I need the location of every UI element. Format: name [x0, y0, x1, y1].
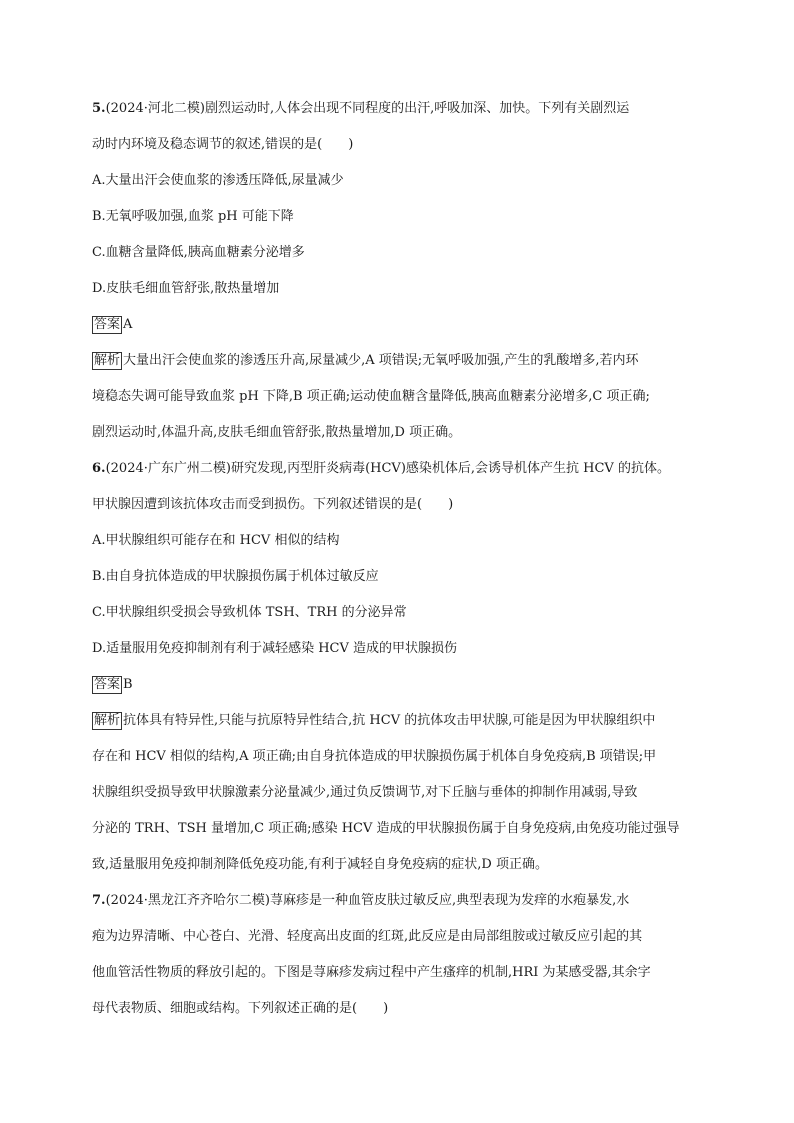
option-d: D.皮肤毛细血管舒张,散热量增加 [92, 281, 280, 296]
question-stem-line: 他血管活性物质的释放引起的。下图是荨麻疹发病过程中产生瘙痒的机制,HRI 为某感受器,其余字 [92, 965, 651, 980]
analysis-line: 分泌的 TRH、TSH 量增加,C 项正确;感染 HCV 造成的甲状腺损伤属于自身免疫病,由免疫功能过强导 [92, 821, 680, 836]
analysis-label: 解析 [94, 713, 121, 728]
option-d: D.适量服用免疫抑制剂有利于减轻感染 HCV 造成的甲状腺损伤 [92, 641, 458, 656]
analysis-line: 解析 大量出汗会使血浆的渗透压升高,尿量减少,A 项错误;无氧呼吸加强,产生的乳酸增多,若内环 [94, 353, 639, 368]
question-stem-line: 母代表物质、细胞或结构。下列叙述正确的是( ) [92, 1001, 389, 1016]
analysis-line: 解析 抗体具有特异性,只能与抗原特异性结合,抗 HCV 的抗体攻击甲状腺,可能是因为甲状腺组织中 [94, 713, 656, 728]
option-a: A.甲状腺组织可能存在和 HCV 相似的结构 [92, 533, 340, 548]
answer-label: 答案 [94, 317, 121, 332]
question-number: 7. [92, 893, 106, 908]
question-stem-line: 甲状腺因遭到该抗体攻击而受到损伤。下列叙述错误的是( ) [92, 497, 454, 512]
question-stem-line: 7.(2024·黑龙江齐齐哈尔二模)荨麻疹是一种血管皮肤过敏反应,典型表现为发痒的水疱暴发,水 [92, 893, 630, 908]
question-number: 6. [92, 461, 106, 476]
answer-value: A [123, 317, 133, 332]
option-a: A.大量出汗会使血浆的渗透压降低,尿量减少 [92, 173, 344, 188]
question-stem-line: 5.(2024·河北二模)剧烈运动时,人体会出现不同程度的出汗,呼吸加深、加快。下列有关剧烈运 [92, 101, 630, 116]
analysis-line: 致,适量服用免疫抑制剂降低免疫功能,有利于减轻自身免疫病的症状,D 项正确。 [92, 857, 548, 872]
question-number: 5. [92, 101, 106, 116]
answer-label: 答案 [94, 677, 121, 692]
analysis-line: 存在和 HCV 相似的结构,A 项正确;由自身抗体造成的甲状腺损伤属于机体自身免疫病,B 项错误;甲 [92, 749, 657, 764]
question-7 [92, 892, 702, 1018]
option-b: B.由自身抗体造成的甲状腺损伤属于机体过敏反应 [92, 569, 379, 584]
answer-value: B [123, 677, 133, 692]
option-c: C.甲状腺组织受损会导致机体 TSH、TRH 的分泌异常 [92, 605, 407, 620]
analysis-line: 状腺组织受损导致甲状腺激素分泌量减少,通过负反馈调节,对下丘脑与垂体的抑制作用减弱,导致 [92, 785, 638, 800]
option-c: C.血糖含量降低,胰高血糖素分泌增多 [92, 245, 305, 260]
question-stem-line: 6.(2024·广东广州二模)研究发现,丙型肝炎病毒(HCV)感染机体后,会诱导机体产生抗 HCV 的抗体。 [92, 461, 670, 476]
analysis-line: 剧烈运动时,体温升高,皮肤毛细血管舒张,散热量增加,D 项正确。 [92, 425, 462, 440]
question-5 [92, 100, 702, 442]
answer-line [92, 676, 702, 694]
question-stem-line: 疱为边界清晰、中心苍白、光滑、轻度高出皮面的红斑,此反应是由局部组胺或过敏反应引起的其 [92, 929, 643, 944]
question-stem-line: 动时内环境及稳态调节的叙述,错误的是( ) [92, 137, 354, 152]
answer-line [92, 316, 702, 334]
option-b: B.无氧呼吸加强,血浆 pH 可能下降 [92, 209, 294, 224]
question-6 [92, 460, 702, 874]
analysis-label: 解析 [94, 353, 121, 368]
analysis-line: 境稳态失调可能导致血浆 pH 下降,B 项正确;运动使血糖含量降低,胰高血糖素分泌增多,C 项正确; [92, 389, 650, 404]
document-content [92, 100, 702, 1018]
